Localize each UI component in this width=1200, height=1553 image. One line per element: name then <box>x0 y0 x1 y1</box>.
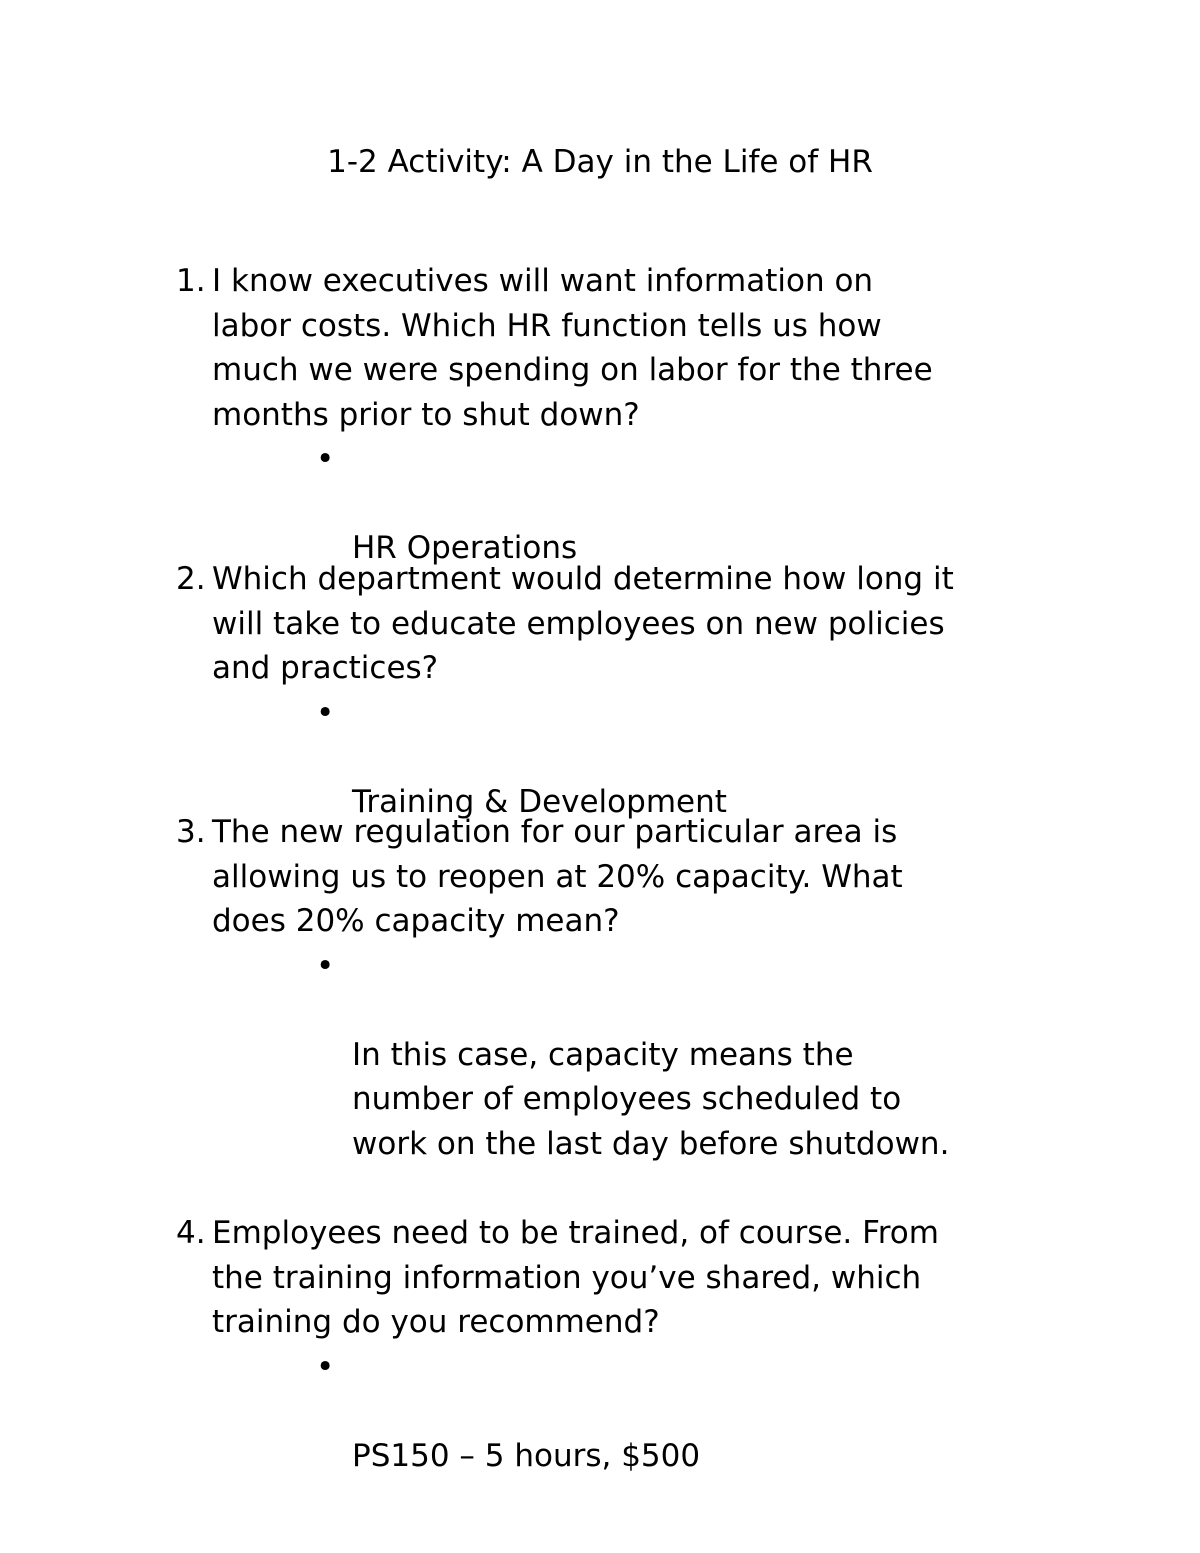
question-number: 3. <box>176 814 206 850</box>
question-1 <box>176 259 1076 571</box>
answer-text: In this case, capacity means the number of employees scheduled to work on the last day before shutdown. <box>352 1036 950 1162</box>
answer-list <box>176 944 1076 1167</box>
answer-item <box>316 944 1052 1167</box>
document-title: 1-2 Activity: A Day in the Life of HR <box>327 144 873 180</box>
question-text: Employees need to be trained, of course. From the training information you’ve shared, which training do you recommend? <box>212 1215 939 1340</box>
answer-text: Training & Development <box>352 783 727 820</box>
answer-list <box>176 1345 1076 1479</box>
question-3 <box>176 810 1076 1166</box>
question-number: 1. <box>176 263 206 299</box>
answer-text: PS150 – 5 hours, $500 <box>352 1437 701 1474</box>
question-number: 2. <box>176 561 206 597</box>
question-text: I know executives will want information on labor costs. Which HR function tells us how much we were spending on labor for the three months prior to shut down? <box>212 263 933 433</box>
answer-list <box>176 691 1076 825</box>
bullet-icon: • <box>316 694 335 731</box>
bullet-icon: • <box>316 947 335 984</box>
question-text: The new regulation for our particular area is allowing us to reopen at 20% capacity. What does 20% capacity mean? <box>212 814 903 939</box>
answer-item <box>316 437 1052 571</box>
answer-item <box>316 1345 1052 1479</box>
answer-list <box>176 437 1076 571</box>
bullet-icon: • <box>316 441 335 477</box>
question-text: Which department would determine how long it will take to educate employees on new policies and practices? <box>212 561 954 686</box>
question-4 <box>176 1211 1076 1478</box>
question-number: 4. <box>176 1215 206 1251</box>
answer-text: HR Operations <box>352 530 578 566</box>
answer-item <box>316 691 1052 825</box>
question-2 <box>176 557 1076 824</box>
bullet-icon: • <box>316 1348 335 1385</box>
